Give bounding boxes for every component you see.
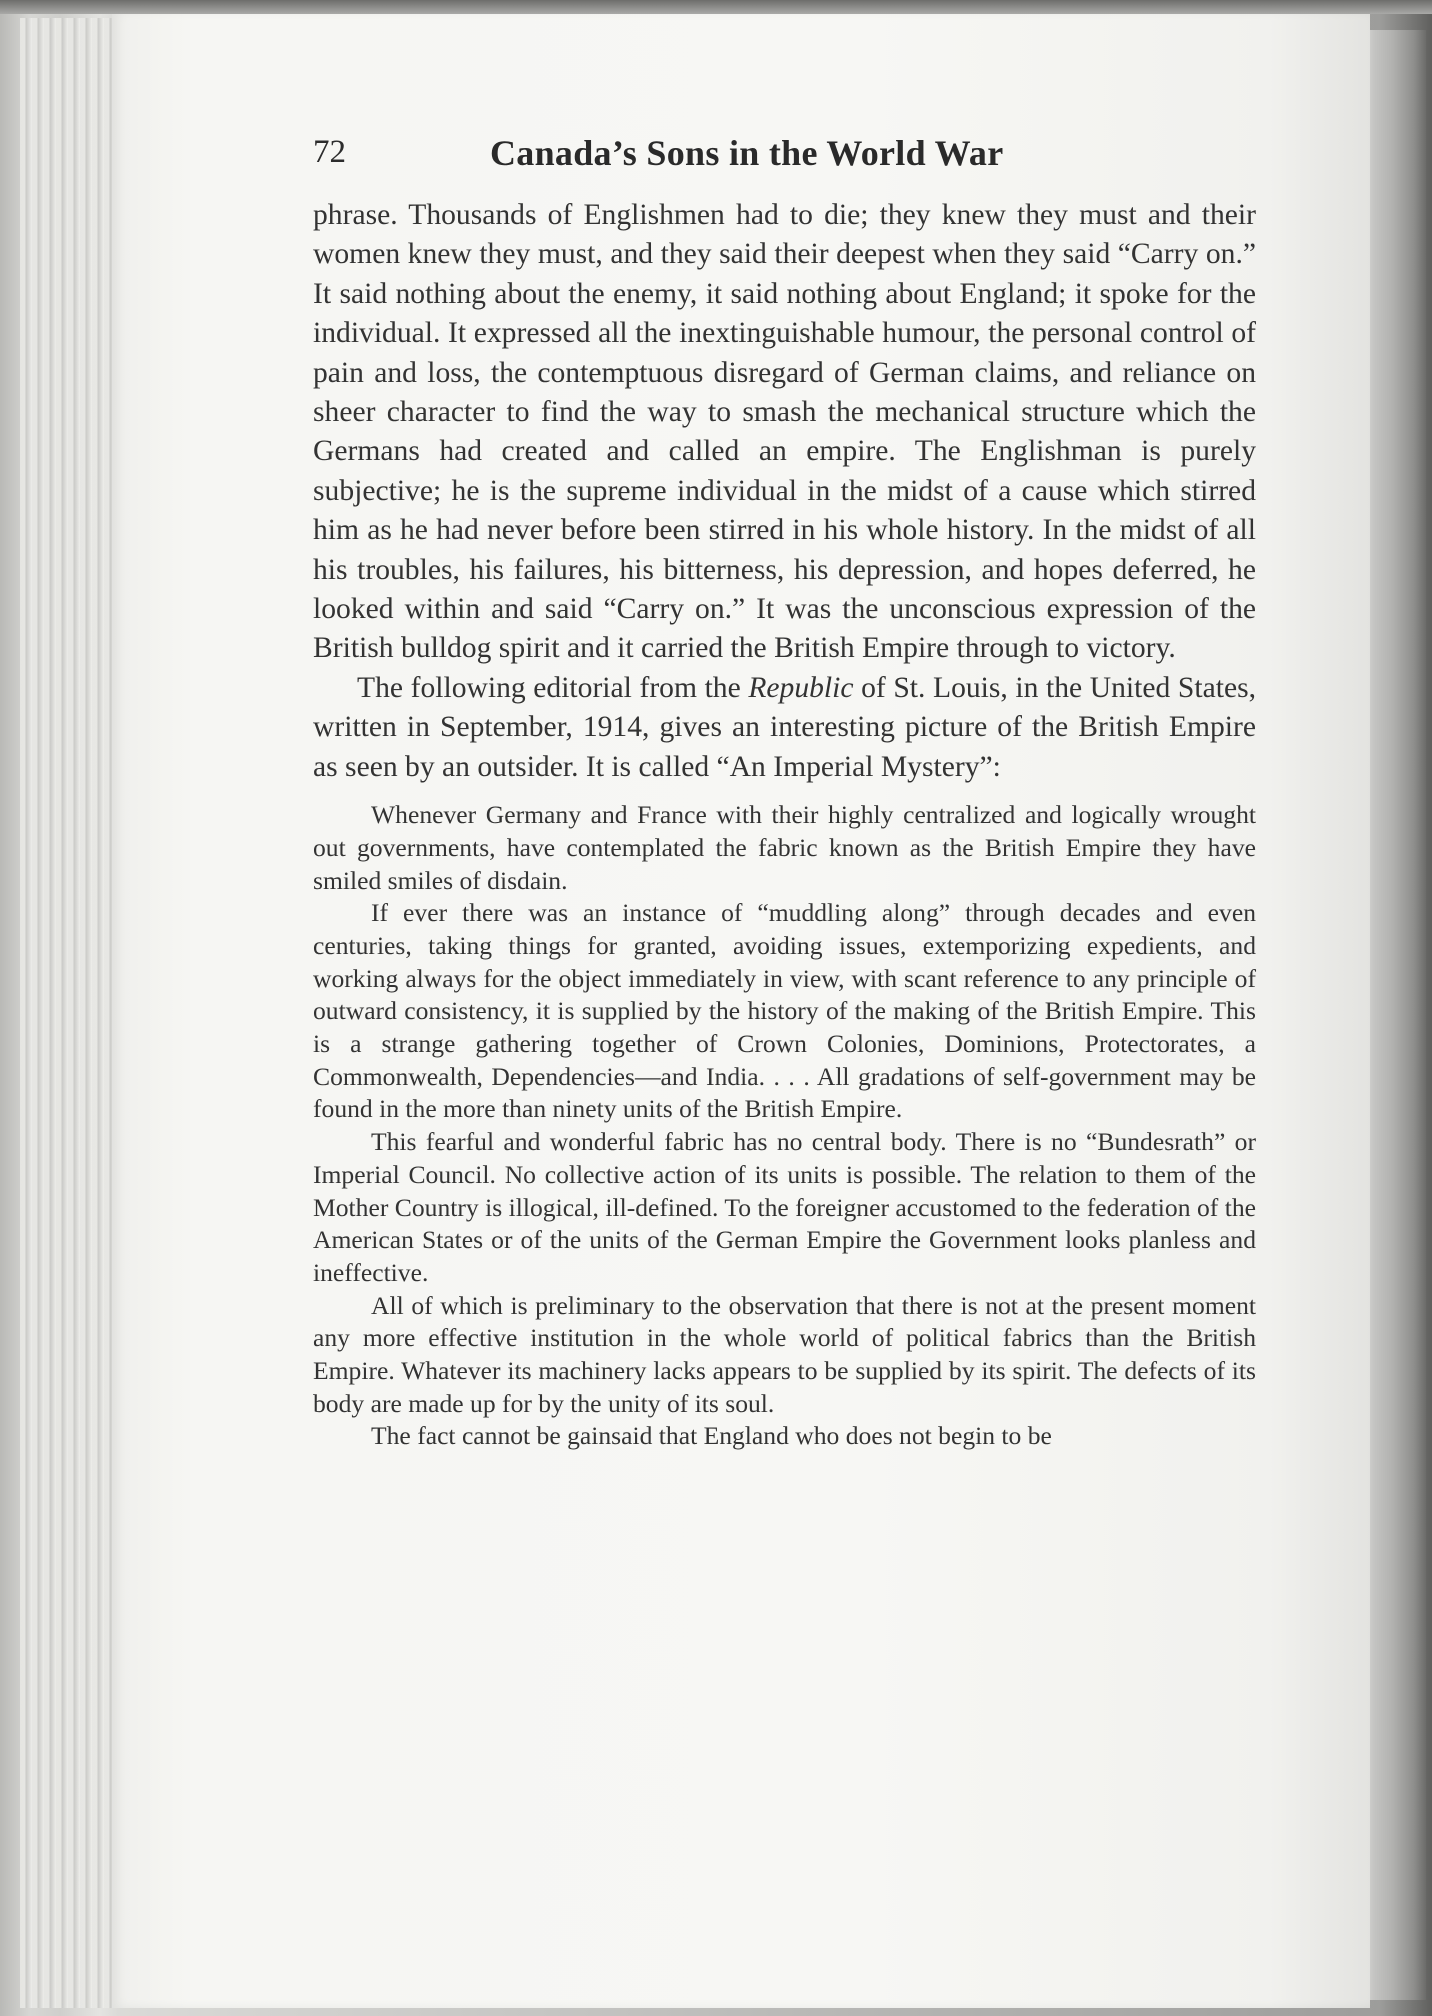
body-paragraph-2 (313, 669, 1256, 787)
body-paragraph-2-before: The following editorial from the (357, 671, 749, 704)
body-paragraph-1: phrase. Thousands of Englishmen had to die; they knew they must and their women knew they must, and they said their deepest when they said “Carry on.” It said nothing about the enemy, it said nothing about England; it spoke for the individual. It expressed all the inextinguishable humour, the personal control of pain and loss, the contemptuous disregard of German claims, and reliance on sheer character to find the way to smash the mechanical structure which the Germans had created and called an empire. The Englishman is purely subjective; he is the supreme individual in the midst of a cause which stirred him as he had never before been stirred in his whole history. In the midst of all his troubles, his failures, his bitterness, his depression, and hopes deferred, he looked within and said “Carry on.” It was the unconscious expression of the British bulldog spirit and it carried the British Empire through to victory. (313, 199, 1256, 665)
quote-paragraph-1: Whenever Germany and France with their highly centralized and logically wrought out governments, have contemplated the fabric known as the British Empire they have smiled smiles of disdain. (313, 800, 1256, 895)
body-text (313, 196, 1256, 787)
block-quote (313, 799, 1256, 1420)
body-paragraph-2-italic: Republic (748, 671, 854, 704)
body-paragraph-2-after: of St. Louis, in the United States, written in September, 1914, gives an interesting picture of the British Empire as seen by an outsider. It is called “An Imperial Mystery”: (313, 671, 1256, 783)
quote-paragraph-4: All of which is preliminary to the observation that there is not at the present moment any more effective institution in the whole world of political fabrics than the British Empire. Whatever its machinery lacks appears to be supplied by its spirit. The defects of its body are made up for by the unity of its soul. (313, 1290, 1256, 1418)
top-scan-shadow (0, 0, 1432, 14)
quote-paragraph-2: If ever there was an instance of “muddling along” through decades and even centuries, taking things for granted, avoiding issues, extemporizing expedients, and working always for the object immediately in view, with scant reference to any principle of outward consistency, it is supplied by the history of the making of the British Empire. This is a strange gathering together of Crown Colonies, Dominions, Protectorates, a Commonwealth, Dependencies—and India. . . . All gradations of self-government may be found in the more than ninety units of the British Empire. (313, 898, 1256, 1124)
quote-final-line (313, 1420, 1256, 1453)
quote-paragraph-5: The fact cannot be gainsaid that England who does not begin to be (371, 1421, 1052, 1451)
left-page-edges (20, 18, 120, 2008)
right-page-edges (1362, 30, 1426, 2000)
page-number: 72 (313, 134, 346, 170)
running-title: Canada’s Sons in the World War (490, 133, 1004, 173)
quote-paragraph-3: This fearful and wonderful fabric has no central body. There is no “Bundesrath” or Imperial Council. No collective action of its units is possible. The relation to them of the Mother Country is illogical, ill-defined. To the foreigner accustomed to the federation of the American States or of the units of the German Empire the Government looks planless and ineffective. (313, 1127, 1256, 1287)
page-content (313, 128, 1256, 1453)
running-head (313, 128, 1256, 188)
